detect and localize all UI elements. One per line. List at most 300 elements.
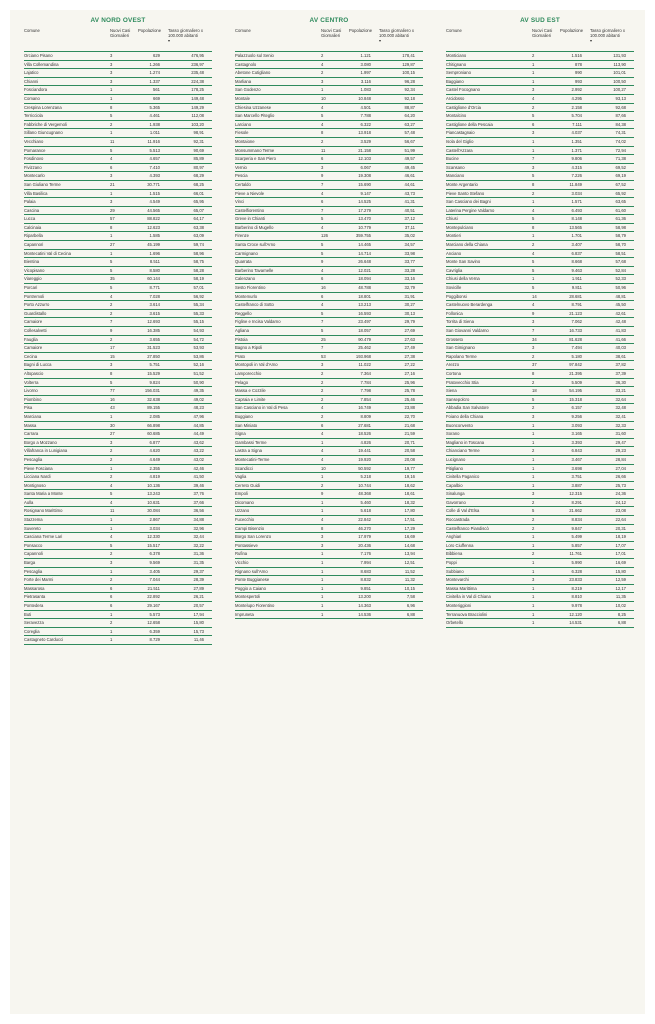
cell-tasso: 38,61	[615, 353, 626, 359]
cell-tasso: 63,65	[615, 199, 626, 205]
cell-nuovi-casi: 2	[110, 310, 113, 316]
cell-comune: Pelago	[235, 379, 249, 385]
cell-tasso: 17,51	[404, 517, 415, 523]
table-row	[235, 250, 423, 259]
table-row	[446, 310, 634, 319]
cell-comune: Castiglione d'Orcia	[446, 104, 482, 110]
sort-desc-icon[interactable]: ▾	[168, 38, 171, 43]
cell-popolazione: 3.165	[571, 431, 582, 437]
cell-nuovi-casi: 1	[110, 250, 113, 256]
cell-nuovi-casi: 77	[110, 388, 115, 394]
table-row	[235, 370, 423, 379]
cell-comune: Lajatico	[24, 70, 39, 76]
table-row	[24, 636, 212, 645]
cell-tasso: 25,46	[404, 396, 415, 402]
cell-popolazione: 29.167	[147, 603, 160, 608]
cell-comune: Montieri	[446, 233, 461, 239]
cell-nuovi-casi: 1	[321, 87, 324, 93]
cell-comune: Vinci	[235, 199, 245, 205]
cell-comune: Montelupo Fiorentino	[235, 603, 275, 608]
table-row	[235, 224, 423, 233]
table-row	[24, 482, 212, 491]
table-row	[24, 593, 212, 602]
cell-nuovi-casi: 3	[532, 164, 535, 170]
table-row	[446, 275, 634, 284]
table-row	[446, 499, 634, 508]
table-row	[235, 353, 423, 362]
cell-popolazione: 16.749	[358, 405, 371, 411]
cell-tasso: 48,81	[615, 293, 626, 299]
table-row	[24, 499, 212, 508]
cell-nuovi-casi: 1	[321, 594, 324, 600]
cell-popolazione: 20.436	[358, 542, 371, 548]
cell-comune: Camaiore	[24, 345, 43, 351]
sort-desc-icon[interactable]: ▾	[590, 38, 593, 43]
cell-comune: Vicchio	[235, 560, 249, 566]
cell-nuovi-casi: 5	[532, 113, 535, 119]
table-row	[24, 602, 212, 611]
cell-popolazione: 1.696	[149, 250, 160, 256]
cell-nuovi-casi: 4	[321, 121, 324, 127]
cell-nuovi-casi: 9	[321, 259, 324, 265]
cell-nuovi-casi: 7	[321, 181, 324, 187]
cell-tasso: 84,38	[615, 121, 626, 127]
table-row	[235, 361, 423, 370]
cell-tasso: 72,94	[615, 147, 626, 153]
cell-tasso: 32,41	[615, 413, 626, 419]
cell-nuovi-casi: 1	[321, 568, 324, 574]
cell-popolazione: 12.103	[358, 156, 371, 162]
table-row	[24, 78, 212, 87]
cell-tasso: 22,64	[615, 517, 626, 523]
cell-tasso: 43,62	[193, 439, 204, 445]
table-row	[235, 568, 423, 577]
cell-popolazione: 7.111	[572, 121, 582, 127]
cell-nuovi-casi: 11	[321, 147, 326, 153]
cell-comune: Licciana Nardi	[24, 474, 51, 480]
table-row	[235, 138, 423, 147]
table-row	[235, 542, 423, 551]
cell-popolazione: 1.266	[149, 61, 160, 67]
cell-popolazione: 4.037	[571, 130, 582, 136]
cell-nuovi-casi: 3	[321, 362, 324, 368]
cell-tasso: 52,33	[615, 276, 626, 282]
cell-tasso: 12,17	[615, 585, 626, 591]
cell-popolazione: 19.308	[358, 173, 371, 179]
cell-comune: Calcinaia	[24, 224, 42, 230]
cell-popolazione: 15.690	[358, 181, 371, 187]
cell-tasso: 61,36	[615, 216, 626, 222]
cell-popolazione: 18.094	[358, 276, 371, 282]
cell-comune: Rufina	[235, 551, 248, 557]
cell-comune: Capalbio	[446, 482, 463, 488]
cell-comune: Montecatini Val di Cecina	[24, 250, 71, 256]
cell-tasso: 20,57	[193, 603, 204, 608]
table-row	[24, 86, 212, 95]
table-row	[24, 61, 212, 70]
table-row	[446, 69, 634, 78]
cell-tasso: 56,92	[193, 293, 204, 299]
cell-popolazione: 13.918	[358, 130, 371, 136]
cell-nuovi-casi: 1	[321, 611, 324, 617]
header-popolazione[interactable]: Popolazione	[560, 28, 584, 33]
cell-tasso: 33,21	[615, 388, 626, 394]
table-row	[446, 447, 634, 456]
cell-comune: Abbadia San Salvatore	[446, 405, 489, 411]
header-comune[interactable]: Comune	[446, 28, 462, 33]
cell-comune: San Casciano in Val di Pesa	[235, 405, 288, 411]
cell-comune: Santa Croce sull'Arno	[235, 242, 276, 248]
table-row	[446, 396, 634, 405]
header-tasso-label: Tasso giornaliero x 100.000 abitanti	[379, 28, 414, 38]
cell-tasso: 34,88	[193, 517, 204, 523]
table-row	[235, 267, 423, 276]
cell-nuovi-casi: 1	[532, 456, 535, 462]
table-row	[446, 95, 634, 104]
cell-popolazione: 561	[153, 87, 160, 93]
table-row	[24, 275, 212, 284]
cell-nuovi-casi: 3	[110, 560, 113, 566]
table-row	[24, 258, 212, 267]
cell-nuovi-casi: 1	[321, 551, 324, 557]
cell-comune: Castiglione della Pescaia	[446, 121, 493, 127]
table-row	[235, 275, 423, 284]
cell-nuovi-casi: 1	[532, 611, 535, 617]
cell-tasso: 11,52	[404, 568, 415, 574]
header-nuovi-casi[interactable]: Nuovi Casi Giornalieri	[532, 28, 553, 38]
cell-tasso: 32,96	[193, 525, 204, 531]
table-row	[446, 336, 634, 345]
header-comune[interactable]: Comune	[24, 28, 40, 33]
header-nuovi-casi[interactable]: Nuovi Casi Giornalieri	[110, 28, 131, 38]
cell-comune: Palaia	[24, 199, 36, 205]
cell-popolazione: 5.618	[360, 508, 371, 514]
cell-popolazione: 14.531	[569, 620, 582, 626]
cell-comune: Capraia e Limite	[235, 396, 266, 402]
cell-nuovi-casi: 10	[321, 465, 326, 471]
cell-tasso: 17,07	[615, 542, 626, 548]
table-row	[24, 413, 212, 422]
cell-nuovi-casi: 5	[532, 508, 535, 514]
table-row	[446, 250, 634, 259]
table-row	[446, 121, 634, 130]
cell-nuovi-casi: 7	[321, 207, 324, 213]
cell-popolazione: 3.751	[571, 474, 582, 480]
cell-comune: Massa	[24, 422, 37, 428]
cell-tasso: 25,78	[404, 388, 415, 394]
cell-popolazione: 4.826	[360, 439, 371, 445]
cell-popolazione: 8.832	[360, 577, 371, 583]
cell-comune: Castelfranco Piandiscò	[446, 525, 489, 531]
table-row	[446, 482, 634, 491]
cell-popolazione: 46.270	[358, 525, 371, 531]
header-tasso[interactable]	[588, 28, 634, 43]
cell-tasso: 65,92	[615, 190, 626, 196]
cell-nuovi-casi: 1	[110, 130, 113, 136]
cell-tasso: 23,08	[615, 508, 626, 514]
cell-tasso: 10,15	[404, 585, 415, 591]
cell-nuovi-casi: 27	[110, 242, 115, 248]
table-row	[235, 318, 423, 327]
table-row	[235, 507, 423, 516]
table-row	[446, 413, 634, 422]
cell-comune: Casciana Terme Lari	[24, 534, 63, 540]
cell-tasso: 71,38	[615, 156, 626, 162]
cell-nuovi-casi: 5	[110, 147, 113, 153]
cell-popolazione: 27.850	[147, 353, 160, 359]
cell-tasso: 37,39	[615, 370, 626, 376]
cell-nuovi-casi: 1	[532, 620, 535, 626]
sort-desc-icon[interactable]: ▾	[379, 38, 382, 43]
cell-comune: Seravezza	[24, 620, 44, 626]
cell-popolazione: 28.681	[569, 293, 582, 299]
cell-comune: San Giovanni Valdarno	[446, 328, 489, 333]
cell-popolazione: 2.867	[149, 517, 160, 523]
cell-popolazione: 7.994	[360, 560, 371, 566]
cell-popolazione: 22.842	[358, 517, 371, 523]
cell-nuovi-casi: 1	[110, 637, 113, 643]
cell-comune: Camaiore	[24, 319, 43, 325]
cell-tasso: 40,51	[404, 207, 415, 213]
cell-popolazione: 12.330	[147, 534, 160, 540]
cell-tasso: 92,68	[615, 104, 626, 110]
cell-nuovi-casi: 1	[110, 233, 113, 239]
cell-nuovi-casi: 6	[321, 199, 324, 205]
cell-comune: Cortona	[446, 370, 461, 376]
table-row	[24, 550, 212, 559]
cell-tasso: 37,66	[193, 499, 204, 505]
table-row	[24, 181, 212, 190]
cell-comune: Gambassi Terme	[235, 439, 267, 445]
table-row	[446, 164, 634, 173]
cell-tasso: 149,48	[191, 95, 204, 101]
cell-popolazione: 878	[575, 61, 582, 67]
cell-popolazione: 90.479	[358, 336, 371, 342]
table-row	[446, 61, 634, 70]
cell-tasso: 16,69	[404, 534, 415, 540]
cell-popolazione: 19.441	[358, 448, 371, 454]
cell-popolazione: 60.685	[147, 431, 160, 437]
cell-popolazione: 4.393	[149, 173, 160, 179]
cell-popolazione: 5.704	[571, 113, 582, 119]
cell-popolazione: 8.291	[571, 499, 582, 505]
cell-tasso: 33,98	[404, 250, 415, 256]
cell-comune: Scansano	[446, 164, 465, 170]
cell-tasso: 26,21	[193, 594, 204, 600]
cell-popolazione: 3.080	[360, 61, 371, 67]
cell-tasso: 31,60	[615, 431, 626, 437]
cell-tasso: 55,33	[193, 310, 204, 316]
cell-nuovi-casi: 4	[110, 499, 113, 505]
tables-container	[24, 16, 634, 645]
cell-popolazione: 48.368	[358, 491, 371, 497]
header-comune[interactable]: Comune	[235, 28, 251, 33]
cell-nuovi-casi: 5	[110, 113, 113, 119]
cell-tasso: 26,66	[615, 474, 626, 480]
cell-popolazione: 2.992	[571, 87, 582, 93]
cell-tasso: 68,29	[193, 173, 204, 179]
region-title: AV SUD EST	[520, 17, 560, 24]
table-row	[235, 95, 423, 104]
cell-popolazione: 3.034	[571, 190, 582, 196]
table-row	[235, 344, 423, 353]
cell-nuovi-casi: 1	[532, 431, 535, 437]
cell-popolazione: 1.011	[149, 130, 160, 136]
cell-tasso: 18,19	[615, 534, 626, 540]
cell-comune: Civitella in Val di Chiana	[446, 594, 491, 600]
table-row	[235, 112, 423, 121]
cell-nuovi-casi: 37	[532, 362, 537, 368]
cell-nuovi-casi: 2	[532, 53, 535, 58]
cell-popolazione: 11.761	[569, 551, 582, 557]
cell-comune: Cerreto Guidi	[235, 482, 260, 488]
cell-nuovi-casi: 6	[110, 594, 113, 600]
cell-tasso: 18,61	[404, 491, 415, 497]
table-row	[24, 404, 212, 413]
table-row	[446, 241, 634, 250]
table-row	[24, 396, 212, 405]
cell-nuovi-casi: 1	[321, 585, 324, 591]
cell-nuovi-casi: 57	[110, 216, 115, 222]
cell-comune: Orbetello	[446, 620, 463, 626]
cell-popolazione: 6.877	[149, 439, 160, 445]
cell-comune: Montecatini-Terme	[235, 456, 270, 462]
cell-popolazione: 6.843	[571, 448, 582, 454]
table-row	[235, 576, 423, 585]
cell-nuovi-casi: 2	[532, 353, 535, 359]
cell-nuovi-casi: 2	[532, 499, 535, 505]
cell-nuovi-casi: 1	[532, 482, 535, 488]
cell-popolazione: 3.116	[360, 78, 371, 84]
cell-popolazione: 1.337	[149, 78, 160, 84]
cell-tasso: 57,01	[193, 285, 204, 291]
table-row	[24, 576, 212, 585]
cell-comune: Montignoso	[24, 482, 46, 488]
cell-comune: Torrita di Siena	[446, 319, 474, 325]
cell-tasso: 36,30	[615, 379, 626, 385]
cell-tasso: 235,48	[191, 70, 204, 76]
cell-nuovi-casi: 1	[532, 603, 535, 608]
cell-tasso: 7,58	[406, 594, 415, 600]
cell-tasso: 42,61	[615, 310, 626, 316]
cell-comune: Bucine	[446, 156, 459, 162]
header-popolazione[interactable]: Popolazione	[349, 28, 373, 33]
cell-popolazione: 21.662	[569, 508, 582, 514]
cell-tasso: 58,19	[193, 276, 204, 282]
table-row	[446, 525, 634, 534]
cell-popolazione: 1.911	[571, 276, 582, 282]
cell-comune: Chitignano	[446, 61, 467, 67]
cell-nuovi-casi: 53	[321, 353, 326, 359]
cell-nuovi-casi: 1	[532, 422, 535, 428]
table-row	[24, 215, 212, 224]
cell-popolazione: 9.851	[360, 585, 371, 591]
cell-comune: Montalcino	[446, 113, 467, 119]
cell-tasso: 54,93	[193, 328, 204, 333]
cell-tasso: 58,28	[193, 267, 204, 273]
cell-popolazione: 7.410	[149, 164, 160, 170]
cell-comune: Monte San Savino	[446, 259, 481, 265]
table-row	[235, 310, 423, 319]
cell-tasso: 63,38	[193, 224, 204, 230]
table-row	[24, 568, 212, 577]
cell-nuovi-casi: 8	[321, 130, 324, 136]
cell-tasso: 31,35	[193, 560, 204, 566]
cell-comune: Barga	[24, 560, 36, 566]
cell-popolazione: 7.044	[149, 577, 160, 583]
cell-popolazione: 6.837	[571, 250, 582, 256]
cell-nuovi-casi: 3	[321, 164, 324, 170]
cell-comune: Civitella Paganico	[446, 474, 480, 480]
table-row	[24, 439, 212, 448]
cell-popolazione: 5.180	[571, 353, 582, 359]
cell-nuovi-casi: 1	[532, 61, 535, 67]
cell-popolazione: 5.573	[149, 611, 160, 617]
table-row	[24, 447, 212, 456]
cell-comune: San Giuliano Terme	[24, 181, 61, 187]
table-row	[235, 387, 423, 396]
cell-nuovi-casi: 1	[532, 70, 535, 76]
cell-tasso: 27,49	[404, 345, 415, 351]
cell-tasso: 55,15	[193, 319, 204, 325]
cell-nuovi-casi: 3	[110, 362, 113, 368]
cell-comune: Semproniano	[446, 70, 471, 76]
cell-popolazione: 10.744	[358, 482, 371, 488]
cell-nuovi-casi: 3	[110, 78, 113, 84]
cell-comune: Piancastagnaio	[446, 130, 475, 136]
cell-comune: Pescia	[235, 173, 248, 179]
cell-nuovi-casi: 5	[110, 491, 113, 497]
cell-popolazione: 4.501	[360, 104, 371, 110]
cell-popolazione: 1.997	[360, 70, 371, 76]
table-row	[24, 95, 212, 104]
cell-nuovi-casi: 4	[110, 156, 113, 162]
cell-popolazione: 12.623	[147, 224, 160, 230]
cell-comune: Buti	[24, 611, 32, 617]
table-row	[235, 61, 423, 70]
table-row	[235, 585, 423, 594]
table-row	[24, 628, 212, 637]
cell-comune: Subbiano	[446, 568, 464, 574]
header-tasso[interactable]	[377, 28, 423, 43]
table-row	[24, 533, 212, 542]
cell-tasso: 37,82	[615, 362, 626, 368]
cell-popolazione: 1.515	[149, 190, 160, 196]
table-row	[24, 129, 212, 138]
cell-popolazione: 6.359	[149, 628, 160, 634]
table-row	[235, 327, 423, 336]
table-row	[235, 215, 423, 224]
cell-nuovi-casi: 7	[532, 156, 535, 162]
cell-nuovi-casi: 1	[110, 568, 113, 574]
header-nuovi-casi[interactable]: Nuovi Casi Giornalieri	[321, 28, 342, 38]
header-popolazione[interactable]: Popolazione	[138, 28, 162, 33]
cell-tasso: 103,20	[191, 121, 204, 127]
cell-popolazione: 9.147	[360, 190, 371, 196]
header-tasso[interactable]	[166, 28, 212, 43]
cell-popolazione: 8.668	[571, 259, 582, 265]
cell-tasso: 6,88	[406, 611, 415, 617]
table-row	[446, 327, 634, 336]
cell-tasso: 58,75	[193, 259, 204, 265]
cell-popolazione: 6.493	[571, 207, 582, 213]
cell-tasso: 11,32	[404, 577, 415, 583]
table-row	[446, 198, 634, 207]
table-row	[235, 430, 423, 439]
table-row	[446, 361, 634, 370]
cell-popolazione: 2.085	[149, 413, 160, 419]
cell-comune: Arcidosso	[446, 95, 465, 101]
